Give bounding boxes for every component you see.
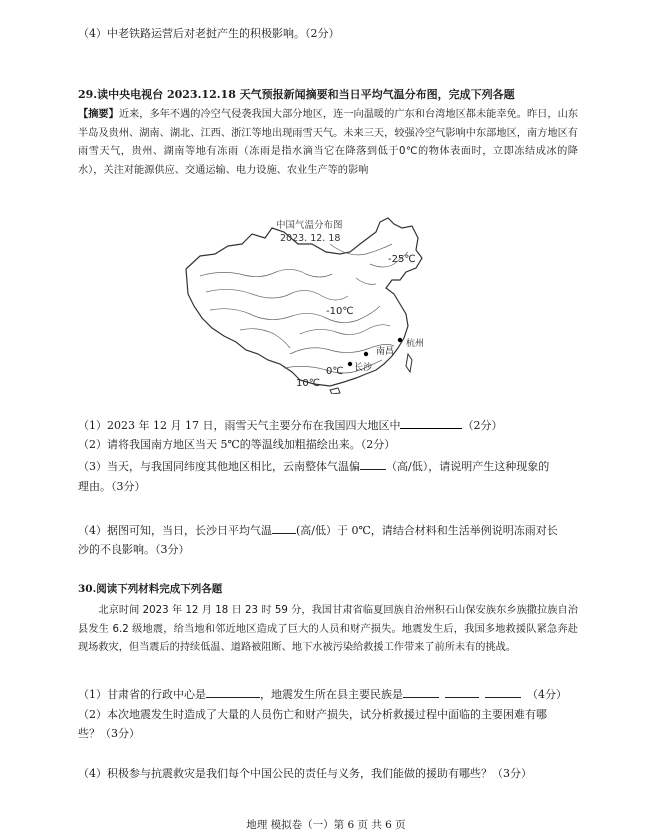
q30-body: 北京时间 2023 年 12 月 18 日 23 时 59 分，我国甘肃省临夏回族自治州积石山保安族东乡族撒拉族自治县发生 6.2 级地震，给当地和邻近地区造成了巨大的人员和财产损失。地震发生后，我国多地救援队紧急奔赴现场救灾，但当震后的持续低温、道路被阻断、地下水被污染给救援工作带来了前所未有的挑战。: [78, 605, 578, 654]
q29-part4-text: （4）据图可知，当日，长沙日平均气温: [78, 524, 272, 537]
q29-part1-answer-blank[interactable]: [400, 417, 462, 429]
q30-part1-score: （4分）: [527, 688, 567, 701]
q29-part3-text2: （高/低），请说明产生这种现象的: [386, 460, 550, 473]
q30-part1-answer-blank-2[interactable]: [445, 686, 479, 698]
q29-title: 29.读中央电视台 2023.12.18 天气预报新闻摘要和当日平均气温分布图，完成下列各题: [78, 88, 515, 101]
hainan-outline: [330, 388, 340, 394]
q30-part1-answer-blank-3[interactable]: [485, 686, 521, 698]
q30-part1-answer-blank-capital[interactable]: [206, 686, 260, 698]
q29-part3-text: （3）当天，与我国同纬度其他地区相比，云南整体气温偏: [78, 460, 360, 473]
label-zero: 0℃: [326, 366, 344, 377]
q29-abstract: [78, 106, 578, 180]
q29-part1-score: （2分）: [462, 419, 503, 432]
page-footer: 地理 模拟卷（一）第 6 页 共 6 页: [246, 819, 406, 831]
hangzhou-dot: [398, 338, 402, 342]
map-title-line2: 2023. 12. 18: [280, 233, 341, 244]
label-ten: 10℃: [296, 378, 320, 389]
q30-part2-line1: （2）本次地震发生时造成了大量的人员伤亡和财产损失，试分析救援过程中面临的主要困难有哪: [78, 708, 547, 721]
q29-part3: [78, 458, 549, 475]
q29-part4-line2: 沙的不良影响。（3分）: [78, 543, 190, 556]
map-title-line1: 中国气温分布图: [276, 220, 343, 231]
q28-part4: （4）中老铁路运营后对老挝产生的积极影响。（2分）: [78, 27, 340, 40]
nanchang-dot: [364, 352, 368, 356]
q30-part1-text2: ，地震发生所在县主要民族是: [260, 688, 403, 701]
q30-part1: [78, 686, 567, 703]
taiwan-outline: [406, 354, 412, 372]
q29-part4: [78, 522, 558, 539]
q30-title: 30.阅读下列材料完成下列各题: [78, 583, 223, 595]
q30-part1-text: （1）甘肃省的行政中心是: [78, 688, 206, 701]
label-minus25: -25℃: [388, 254, 416, 265]
q29-part1-text: （1）2023 年 12 月 17 日，雨雪天气主要分布在我国四大地区中: [78, 419, 401, 432]
q29-part3-answer-blank[interactable]: [360, 458, 386, 470]
q29-part1: [78, 417, 502, 434]
china-temperature-map: [180, 214, 440, 394]
abstract-tag: 【摘要】: [78, 109, 119, 120]
abstract-body: 近来，多年不遇的冷空气侵袭我国大部分地区，连一向温暖的广东和台湾地区都未能幸免。昨日，山东半岛及贵州、湖南、湖北、江西、浙江等地出现雨雪天气。未来三天，较强冷空气影响中东部地区，南方地区有雨雪天气，贵州、湖南等地有冻雨（冻雨是指水滴当它在降落到低于0℃的物体表面时，立即冻结成冰的降水），关注对能源供应、交通运输、电力设施、农业生产等的影响: [78, 109, 579, 176]
q29-part3-line2: 理由。（3分）: [78, 480, 146, 493]
label-minus10: -10℃: [326, 306, 354, 317]
q29-part4-text2: (高/低）于 0℃，请结合材料和生活举例说明冻雨对长: [296, 524, 558, 537]
q30-part1-answer-blank-1[interactable]: [403, 686, 439, 698]
city-changsha: 长沙: [354, 363, 373, 373]
q30-part4: （4）积极参与抗震救灾是我们每个中国公民的责任与义务，我们能做的援助有哪些？（3分）: [78, 767, 532, 780]
city-nanchang: 南昌: [376, 347, 395, 357]
city-hangzhou: 杭州: [406, 339, 425, 349]
q30-part2-line2: 些？（3分）: [78, 727, 140, 740]
changsha-dot: [348, 362, 352, 366]
q29-part2: （2）请将我国南方地区当天 5℃的等温线加粗描绘出来。（2分）: [78, 438, 396, 451]
q29-part4-answer-blank[interactable]: [272, 522, 296, 534]
